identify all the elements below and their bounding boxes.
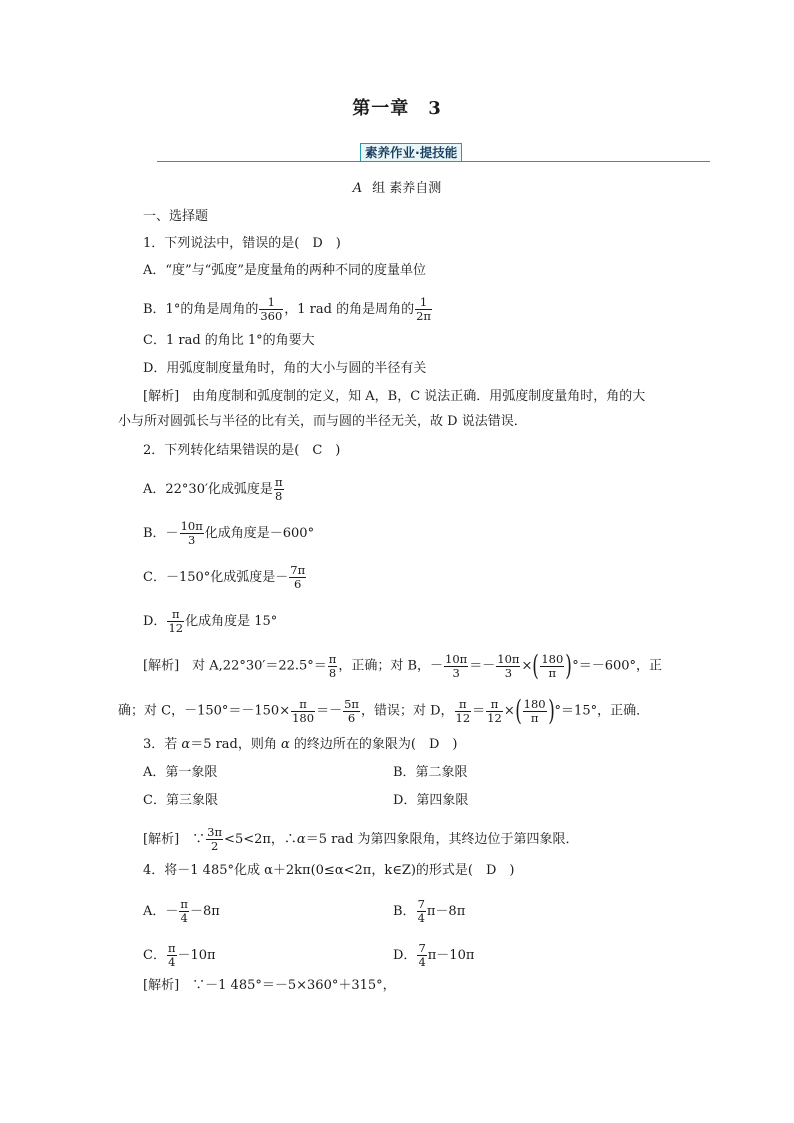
fraction [343, 698, 360, 725]
denominator: 8 [275, 489, 283, 503]
q3-analysis [143, 826, 579, 853]
numerator: π [167, 941, 176, 955]
analysis-text: <5<2π，∴ [224, 832, 297, 847]
analysis-label: [解析] [143, 658, 180, 674]
q3-stem [143, 736, 458, 754]
q4-c-text-post: －10π [177, 948, 216, 963]
q1-b-fraction-1 [259, 296, 283, 323]
numerator: 3π [207, 825, 223, 839]
denominator: 180 [292, 710, 315, 725]
q2-c-fraction [289, 564, 306, 591]
q4-option-d [393, 942, 474, 969]
q1-b-text: B．1°的角是周角的 [143, 302, 259, 317]
analysis-text: 确；对 C，－150°＝－150× [118, 703, 291, 719]
q4-c-text: C． [143, 948, 166, 963]
q4-b-text: B． [393, 904, 416, 919]
alpha-symbol: α [296, 832, 306, 847]
q3-option-a: A．第一象限 [143, 765, 218, 780]
fraction [455, 698, 472, 725]
numerator: 180 [523, 696, 546, 711]
q2-option-c [143, 564, 307, 591]
group-title: 组 素养自测 [372, 181, 442, 196]
banner-label: 素养作业·提技能 [360, 143, 462, 162]
analysis-text: ＝－ [316, 703, 343, 719]
fraction [540, 653, 564, 680]
numerator: π [274, 475, 283, 489]
fraction [417, 942, 426, 969]
q1-option-b [143, 296, 433, 323]
denominator: 6 [347, 710, 356, 725]
q2-c-text: C．－150°化成弧度是－ [143, 570, 289, 585]
denominator: 12 [487, 710, 502, 725]
fraction [291, 698, 315, 725]
group-letter: A [352, 181, 363, 196]
numerator: 7π [290, 563, 306, 577]
q4-a-text-post: －8π [189, 904, 220, 919]
denominator: 6 [294, 577, 302, 591]
denominator: 2π [416, 309, 431, 323]
analysis-text: ∵－1 485°＝－5×360°＋315°， [179, 978, 396, 993]
numerator: 10π [180, 519, 203, 533]
fraction [444, 653, 468, 680]
fraction [167, 942, 177, 969]
denominator: 360 [260, 309, 283, 323]
fraction [523, 698, 547, 725]
numerator: π [486, 698, 503, 712]
fraction [179, 898, 189, 925]
q4-option-b [393, 898, 465, 925]
chapter-title: 第一章 3 [352, 98, 442, 119]
q4-stem: 4．将－1 485°化成 α＋2kπ(0≤α<2π，k∈Z)的形式是( D ) [143, 863, 515, 878]
numerator: 7 [417, 897, 425, 911]
denominator: 2 [210, 839, 219, 853]
q2-a-fraction [274, 476, 284, 503]
denominator: π [530, 710, 539, 725]
right-paren: ) [547, 694, 555, 727]
numerator: 180 [541, 651, 564, 666]
q4-b-text-post: π－8π [426, 904, 466, 919]
analysis-label: [解析] [143, 978, 180, 993]
numerator: 5π [344, 696, 359, 711]
q1-b-fraction-2 [415, 296, 432, 323]
q4-d-text-post: π－10π [427, 948, 475, 963]
analysis-text: ，错误；对 D， [360, 703, 454, 719]
q3-option-c: C．第三象限 [143, 793, 218, 808]
analysis-text: 由角度制和弧度制的定义，知 A，B，C 说法正确．用弧度制度量角时，角的大 [179, 389, 646, 404]
analysis-text: ＝ [472, 703, 486, 719]
denominator: 4 [180, 911, 188, 925]
denominator: 4 [418, 955, 426, 969]
analysis-text: ＝5 rad 为第四象限角，其终边位于第四象限． [305, 832, 579, 847]
analysis-text: ＝－ [469, 658, 496, 674]
q2-analysis-line-1 [143, 649, 663, 682]
alpha-symbol: α [181, 737, 191, 752]
numerator: π [167, 608, 184, 622]
left-paren: ( [532, 649, 540, 682]
q2-d-text-post: 化成角度是 15° [185, 614, 278, 629]
q1-option-a: A．“度”与“弧度”是度量角的两种不同的度量单位 [143, 263, 426, 278]
numerator: π [455, 698, 472, 712]
numerator: 1 [415, 296, 432, 310]
denominator: 12 [455, 710, 471, 725]
analysis-text: ，正确；对 B，－ [338, 658, 444, 674]
numerator: 1 [259, 296, 283, 310]
fraction [417, 898, 426, 925]
q4-a-text: A．－ [143, 904, 179, 919]
denominator: 3 [504, 665, 513, 680]
q1-analysis-line-2: 小与所对圆弧长与半径的比有关，而与圆的半径无关，故 D 说法错误． [118, 414, 527, 429]
q2-d-fraction [167, 608, 184, 635]
q1-option-d: D．用弧度制度量角时，角的大小与圆的半径有关 [143, 361, 427, 376]
q3-stem-text: 3．若 [143, 737, 182, 752]
q2-option-d [143, 608, 277, 635]
q1-b-text-mid: ，1 rad 的角是周角的 [284, 302, 415, 317]
q2-analysis-line-2 [118, 694, 650, 727]
q3-stem-text: 的终边所在的象限为( D ) [289, 737, 458, 752]
denominator: 3 [452, 665, 460, 680]
q2-stem: 2．下列转化结果错误的是( C ) [143, 443, 341, 458]
fraction [206, 826, 223, 853]
q3-option-d: D．第四象限 [393, 793, 469, 808]
analysis-label: [解析] [143, 832, 180, 847]
denominator: 3 [188, 533, 196, 547]
numerator: π [291, 698, 315, 712]
q1-option-c: C．1 rad 的角比 1°的角要大 [143, 333, 315, 348]
q2-b-fraction [180, 520, 204, 547]
fraction [486, 698, 503, 725]
analysis-text: ∵ [179, 832, 206, 847]
analysis-text: °＝－600°，正 [572, 658, 663, 674]
q2-b-text: B．－ [143, 526, 179, 541]
numerator: π [180, 897, 188, 911]
q4-d-text: D． [393, 948, 417, 963]
left-paren: ( [514, 694, 522, 727]
group-heading [0, 180, 794, 198]
q1-analysis-line-1 [143, 388, 645, 406]
q1-stem: 1．下列说法中，错误的是( D ) [143, 236, 341, 251]
denominator: 12 [168, 621, 184, 635]
denominator: π [548, 665, 557, 680]
right-paren: ) [565, 649, 573, 682]
q3-option-b: B．第二象限 [393, 765, 468, 780]
fraction [496, 653, 520, 680]
q2-d-text: D． [143, 614, 167, 629]
numerator: 10π [445, 651, 468, 666]
q4-option-a [143, 898, 220, 925]
analysis-text: 对 A,22°30′＝22.5°＝ [179, 658, 327, 674]
analysis-text: × [521, 658, 533, 674]
q2-a-text: A．22°30′化成弧度是 [143, 482, 273, 497]
q2-option-a [143, 476, 285, 503]
numerator: 7 [418, 941, 426, 955]
denominator: 4 [417, 911, 425, 925]
section-title: 一、选择题 [143, 209, 209, 224]
analysis-text: × [503, 703, 515, 719]
numerator: 10π [497, 651, 520, 666]
q2-option-b [143, 520, 314, 547]
q2-b-text-post: 化成角度是－600° [204, 526, 315, 541]
q4-analysis [143, 977, 396, 995]
fraction [328, 653, 338, 680]
q4-option-c [143, 942, 216, 969]
denominator: 4 [168, 955, 176, 969]
analysis-text: °＝15°，正确． [554, 703, 650, 719]
analysis-label: [解析] [143, 389, 180, 404]
numerator: π [328, 651, 337, 666]
denominator: 8 [328, 665, 337, 680]
alpha-symbol: α [281, 737, 290, 752]
q3-stem-text: ＝5 rad，则角 [190, 737, 282, 752]
